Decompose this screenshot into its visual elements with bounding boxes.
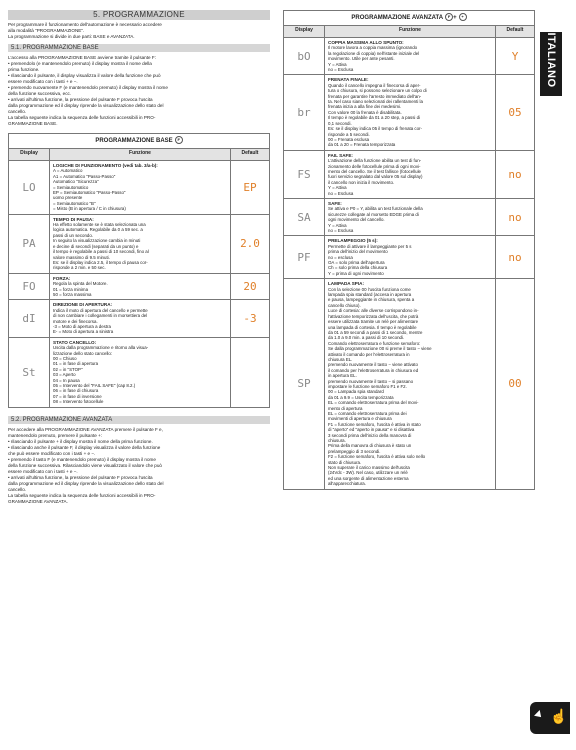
default-value: no (496, 150, 535, 198)
advanced-text-line: della funzione successiva. Rilasciandolo viene visualizzato il valore che può (8, 462, 162, 468)
default-value: no (496, 236, 535, 279)
function-title: FAIL SAFE: (328, 152, 353, 158)
base-programming-table (8, 133, 270, 408)
base-text-line: L'accesso alla PROGRAMMAZIONE BASE avviene tramite il pulsante F: (8, 55, 156, 60)
table-row (284, 236, 535, 279)
plus-button-icon: + (459, 13, 467, 21)
table-row (284, 150, 535, 198)
function-line: 00 = Frenata esclusa (328, 136, 370, 142)
table-row (9, 300, 270, 337)
advanced-text-line: essere modificato con i tasti + e −. (8, 468, 78, 474)
default-value: EP (231, 161, 270, 215)
function-title: LOGICHE DI FUNZIONAMENTO (vedi tab. 3/a-b): (53, 163, 158, 168)
function-line: di non cambiare i collegamenti in morsettiera del (53, 313, 148, 319)
left-column (8, 10, 270, 505)
function-line: mento del cancello. Se il test fallisce (fotocellule (328, 168, 421, 174)
function-line: Il motore lavora a coppia massima (ignorando (328, 45, 418, 51)
function-line: chiusura EL. (328, 356, 353, 362)
col-display-header: Display (284, 26, 325, 38)
function-line: cancello chiuso). (328, 302, 361, 308)
advanced-text-line: • premendo il tasto F (e mantenendolo premuto) il display mostra il nome (8, 456, 156, 462)
function-description (325, 198, 496, 235)
function-line: Permette di attivare il lampeggiante per 5 s (328, 243, 412, 249)
function-line: e pausa, lampeggiante in chiusura, spenta a (328, 297, 415, 303)
function-line: 01 = in fase di apertura (53, 361, 99, 367)
col-function-header: Funzione (50, 149, 231, 161)
function-line: di "aperto" ed "aperto in pausa" e si disattiva (328, 427, 415, 433)
function-line: Con valore 00 la frenata è disabilitata. (328, 109, 402, 115)
function-line: F1 = funzione semaforo, l'uscita è attiva in stato (328, 421, 421, 427)
function-line: Y = Attiva (328, 222, 347, 228)
display-code: LO (9, 161, 50, 215)
function-line: in apertura EL. (328, 373, 357, 379)
base-text-line: dalla programmazione ed il display riprende la visualizzazione dello stato del (8, 103, 164, 108)
function-line: l'attivazione temporizzata dell'uscita, che potrà (328, 313, 419, 319)
function-description (325, 279, 496, 489)
table-row (284, 279, 535, 489)
default-value (231, 337, 270, 407)
advanced-table-title-text: PROGRAMMAZIONE AVANZATA (351, 15, 444, 21)
function-line: EP = Semiautomatico "Passo-Passo" (53, 190, 126, 196)
language-tab (540, 32, 562, 96)
function-line: una lampada di cortesia. Il tempo è regolabile (328, 324, 417, 330)
pointer-hand-badge (530, 702, 570, 734)
function-title: TEMPO DI PAUSA: (53, 216, 94, 222)
function-line: tura o chiusura, si possono selezionare un colpo di (328, 88, 427, 94)
function-line: fuori servizio segnalato dal valore 05 sul display) (328, 174, 423, 180)
function-line: sicurezze collegate al morsetto EDGE prima di (328, 211, 419, 217)
language-tab-label: ITALIANO (545, 32, 557, 88)
base-text-line: • arrivati all'ultima funzione, la pressione del pulsante F provoca l'uscita (8, 97, 153, 102)
table-row (9, 337, 270, 407)
display-code: dI (9, 300, 50, 337)
function-line: Ch = solo prima della chiusura (328, 265, 388, 271)
function-line: Se dalla programmazione 00 si preme il tasto − viene (328, 346, 432, 352)
function-line: 08 = Intervento fotocellule (53, 399, 104, 405)
function-line: il tempo è regolabile a passi di 10 secondi, fino al (53, 249, 149, 255)
function-line: A1 = Automatico "Passo-Passo" (53, 173, 116, 179)
function-line: Y = Attiva (328, 185, 347, 191)
function-line: valore massimo di 9.5 minuti. (53, 254, 110, 260)
cursor-arrow-icon (534, 710, 544, 720)
function-line: logica automatica. Regolabile da 0 a 59 sec. a (53, 227, 143, 233)
function-line: attivato il comando per l'elettroserratura in (328, 351, 410, 357)
function-line: ed una sorgente di alimentazione esterna (328, 475, 409, 481)
function-title: FORZA: (53, 275, 71, 281)
advanced-text-line: dalla programmazione ed il display riprende la visualizzazione dello stato del (8, 480, 164, 486)
base-text-line: della funzione successiva, ecc. (8, 91, 72, 96)
function-line: premendo nuovamente il tasto − si passano (328, 378, 414, 384)
display-code: St (9, 337, 50, 407)
function-line: 3 secondi prima dell'inizio della manovra di (328, 432, 412, 438)
table-row (284, 198, 535, 235)
function-line: 50 = forza massima (53, 291, 92, 297)
function-line: 00 = Chiuso (53, 356, 77, 361)
advanced-text-line: cancello. (8, 486, 27, 492)
function-line: Y = prima di ogni movimento (328, 270, 384, 276)
function-line: Es: se il display indica 05 il tempo di frenata cor- (328, 126, 422, 132)
advanced-text-line: mantenendolo premuto, premere il pulsante +: (8, 432, 103, 438)
function-description (325, 38, 496, 75)
function-line: da 01 a 59 secondi a passi di 1 secondo, mentre (328, 329, 423, 335)
function-line: Quando il cancello impegna il finecorsa di aper- (328, 82, 421, 88)
function-line: da 01 a 9.9 = Uscita temporizzata (328, 394, 394, 400)
advanced-table-title: PROGRAMMAZIONE AVANZATA F + + (284, 11, 535, 26)
function-line: stato di chiusura. (328, 459, 362, 465)
function-line: risponde a 2 min. e 50 sec. (53, 265, 106, 271)
function-line: la regolazione di coppia) nell'istante iniziale del (328, 50, 420, 56)
base-text-line: • premendolo (e mantenendolo premuto) il display mostra il nome della (8, 61, 152, 66)
table-row (284, 38, 535, 75)
function-line: no = esclusa (328, 254, 353, 260)
function-line: Il tempo è regolabile da 01 a 20 step, a passi di (328, 115, 421, 121)
display-code: FS (284, 150, 325, 198)
function-description (325, 236, 496, 279)
advanced-text-line: La tabella seguente indica la sequenza delle funzioni accessibili in PRO- (8, 492, 156, 498)
function-title: PRELAMPEGGIO (5 s): (328, 238, 378, 244)
function-line: motore e dei finecorsa. (53, 318, 98, 324)
f-button-icon: F (175, 136, 183, 144)
function-line: F2 = funzione semaforo, l'uscita è attiva solo nello (328, 454, 426, 460)
table-row (284, 75, 535, 150)
intro-line: La programmazione si divide in due parti: BASE e AVANZATA. (8, 34, 135, 39)
function-line: (24Vdc - 3W). Nel caso, utilizzare un relè (328, 470, 408, 476)
function-line: 01 = forza minima (53, 286, 89, 292)
default-value: Y (496, 38, 535, 75)
function-line: 03 = Aperto (53, 372, 76, 378)
advanced-text-line: che può essere modificato con i tasti + e −. (8, 450, 96, 456)
function-line: In seguito la visualizzazione cambia in minuti (53, 238, 141, 244)
display-code: SP (284, 279, 325, 489)
function-line: 0,1 secondi. (328, 120, 352, 126)
function-line: prelampeggio di 3 secondi. (328, 448, 381, 454)
function-line: Uscita dalla programmazione e ritorno alla visua- (53, 345, 149, 351)
function-title: SAFE: (328, 200, 342, 206)
base-text-line: La tabella seguente indica la sequenza delle funzioni accessibili in PRO- (8, 115, 156, 120)
base-text-line: prima funzione. (8, 67, 40, 72)
function-title: DIREZIONE DI APERTURA: (53, 302, 113, 308)
function-line: 05 = Intervento del "FAIL SAFE" (cap 8.2.) (53, 383, 136, 389)
function-line: Indica il moto di apertura del cancello e permette (53, 307, 148, 313)
function-line: frenata per garantire l'arresto immediato dell'an- (328, 93, 422, 99)
function-line: no = Esclusa (328, 228, 354, 233)
default-value: 20 (231, 273, 270, 300)
function-line: E- = Moto di apertura a sinistra (53, 329, 114, 335)
function-line: Comando elettroserratura e funzione semaforo: (328, 340, 421, 346)
base-programming-text (8, 55, 270, 127)
function-line: da 01 a 20 = Frenata temporizzata (328, 142, 396, 148)
function-title: FRENATA FINALE: (328, 77, 369, 83)
f-button-icon: F (445, 13, 453, 21)
function-line: Y = Attiva (328, 61, 347, 67)
function-line: Luce di cortesia: alle diverse corrispondono in- (328, 308, 419, 314)
function-line: Es: se il display indica 2.5, il tempo di pausa cor- (53, 259, 148, 265)
display-code: FO (9, 273, 50, 300)
col-default-header: Default (231, 149, 270, 161)
advanced-text-line: • rilasciando anche il pulsante F, il display visualizza il valore della funzione (8, 444, 161, 450)
section-title: 5. PROGRAMMAZIONE (8, 10, 270, 20)
right-column (283, 10, 535, 490)
function-line: 00 = Lampada spia standard (328, 389, 384, 395)
base-table-body (9, 161, 270, 408)
function-line: no = Esclusa (328, 67, 354, 73)
function-line: movimenti di apertura e chiusura (328, 416, 392, 422)
function-line: EL = comando elettroserratura prima dei (328, 411, 407, 416)
intro-text (8, 22, 270, 40)
default-value: no (496, 198, 535, 235)
advanced-text-line: • rilasciando il pulsante + il display mostra il nome della prima funzione. (8, 438, 153, 444)
base-text-line: cancello. (8, 109, 27, 114)
advanced-table-body (284, 38, 535, 490)
default-value: -3 (231, 300, 270, 337)
function-description (325, 75, 496, 150)
advanced-programming-title: 5.2. PROGRAMMAZIONE AVANZATA (8, 416, 270, 424)
function-line: prima dell'inizio del movimento (328, 249, 388, 255)
function-line: A = Automatico (53, 168, 83, 174)
function-line: Con la selezione 00 l'uscita funziona come (328, 286, 411, 292)
base-table-title (9, 134, 270, 149)
default-value: 2.0 (231, 214, 270, 273)
display-code: SA (284, 198, 325, 235)
function-line: Non superare il carico massimo dell'uscita (328, 465, 410, 471)
intro-line: alla modalità "PROGRAMMAZIONE". (8, 28, 85, 33)
function-line: no = Esclusa (328, 190, 354, 196)
col-function-header: Funzione (325, 26, 496, 38)
function-line: -3 = Moto di apertura a destra (53, 323, 111, 329)
function-line: 04 = In pausa (53, 377, 80, 383)
function-line: Automatico "Sicurezza" (53, 179, 99, 185)
function-description (50, 300, 231, 337)
advanced-programming-text (8, 427, 270, 505)
base-text-line: GRAMMAZIONE BASE. (8, 121, 58, 126)
function-line: ta. Nel caso siano selezionati dei rallentamenti la (328, 99, 423, 105)
function-line: essere utilizzata tramite un relè per alimentare (328, 319, 419, 325)
function-line: Ha effetto solamente se è stata selezionata una (53, 222, 146, 228)
function-line: ogni movimento del cancello. (328, 217, 385, 223)
function-line: chiusura. (328, 438, 346, 444)
function-description (50, 161, 231, 215)
function-line: passi di un secondo. (53, 232, 94, 238)
table-row (9, 273, 270, 300)
intro-line: Per programmare il funzionamento dell'automazione è necessario accedere (8, 22, 162, 27)
function-line: 02 = in "STOP" (53, 366, 83, 372)
function-line: zionamento delle fotocellule prima di ogni movi- (328, 163, 421, 169)
function-line: Prima della manovra di chiusura è stato un (328, 443, 412, 449)
function-line: mento di apertura (328, 405, 363, 411)
function-line: il cancello non inizia il movimento. (328, 179, 395, 185)
function-line: L'attivazione della funzione abilita un test di fun- (328, 158, 422, 164)
base-programming-title: 5.1. PROGRAMMAZIONE BASE (8, 44, 270, 52)
display-code: PA (9, 214, 50, 273)
function-line: frenata inizia a alla fine dei medesimi. (328, 104, 402, 110)
default-value: 00 (496, 279, 535, 489)
function-line: movimento. Utile per ante pesanti. (328, 56, 395, 62)
advanced-text-line: Per accedere alla PROGRAMMAZIONE AVANZATA premere il pulsante F e, (8, 426, 163, 432)
function-line: OA = solo prima dell'apertura (328, 260, 385, 266)
function-line: EL = comando elettroserratura prima del movi- (328, 400, 419, 406)
function-line: = Semiautomatico "B" (53, 200, 96, 206)
display-code: bO (284, 38, 325, 75)
table-row (9, 161, 270, 215)
function-title: LAMPADA SPIA: (328, 281, 364, 287)
function-line: = Misto (B in apertura / C in chiusura) (53, 206, 126, 212)
function-line: il comando per l'elettroserratura in chiusura ed (328, 367, 419, 373)
function-line: da 1.0 a 9.0 min. a passi di 10 secondi. (328, 335, 405, 341)
function-description (50, 337, 231, 407)
function-line: lampada spia standard (accesa in apertura (328, 292, 412, 298)
display-code: PF (284, 236, 325, 279)
function-line: all'apparecchiatura. (328, 481, 366, 487)
base-table-title-text: PROGRAMMAZIONE BASE (95, 138, 173, 144)
function-line: Se attiva e P0 = Y, abilita un test funzionale della (328, 206, 423, 212)
function-line: risponde a 5 secondi. (328, 131, 370, 137)
function-description (50, 214, 231, 273)
base-text-line: essere modificato con i tasti + e −. (8, 79, 78, 84)
display-code: br (284, 75, 325, 150)
col-display-header: Display (9, 149, 50, 161)
advanced-text-line: • arrivati all'ultima funzione, la pressione del pulsante F provoca l'uscita (8, 474, 153, 480)
hand-pointer-icon: ☝ (550, 708, 568, 724)
function-line: 07 = in fase di inversione (53, 393, 102, 399)
base-text-line: • premendo nuovamente F (e mantenendolo premuto) il display mostra il nome (8, 85, 168, 90)
col-default-header: Default (496, 26, 535, 38)
function-line: impostare le funzione semaforo F1 e F2. (328, 383, 407, 389)
function-title: STATO CANCELLO: (53, 339, 97, 345)
function-line: e decine di secondi (separati da un punto) e (53, 243, 139, 249)
base-text-line: • rilasciando il pulsante, il display visualizza il valore della funzione che può (8, 73, 161, 78)
default-value: 05 (496, 75, 535, 150)
function-line: uomo presente (53, 195, 83, 201)
function-line: Regola la spinta del Motore. (53, 281, 108, 287)
function-line: premendo nuovamente il tasto − viene attivato (328, 362, 418, 368)
function-description (50, 273, 231, 300)
function-title: COPPIA MASSIMA ALLO SPUNTO: (328, 40, 404, 45)
function-line: = Semiautomatico (53, 184, 89, 190)
table-row (9, 214, 270, 273)
advanced-programming-table (283, 10, 535, 490)
function-line: lizzazione dello stato cancello: (53, 350, 113, 356)
advanced-text-line: GRAMMAZIONE AVANZATA. (8, 498, 68, 504)
function-line: 06 = in fase di chiusura (53, 388, 99, 394)
function-description (325, 150, 496, 198)
